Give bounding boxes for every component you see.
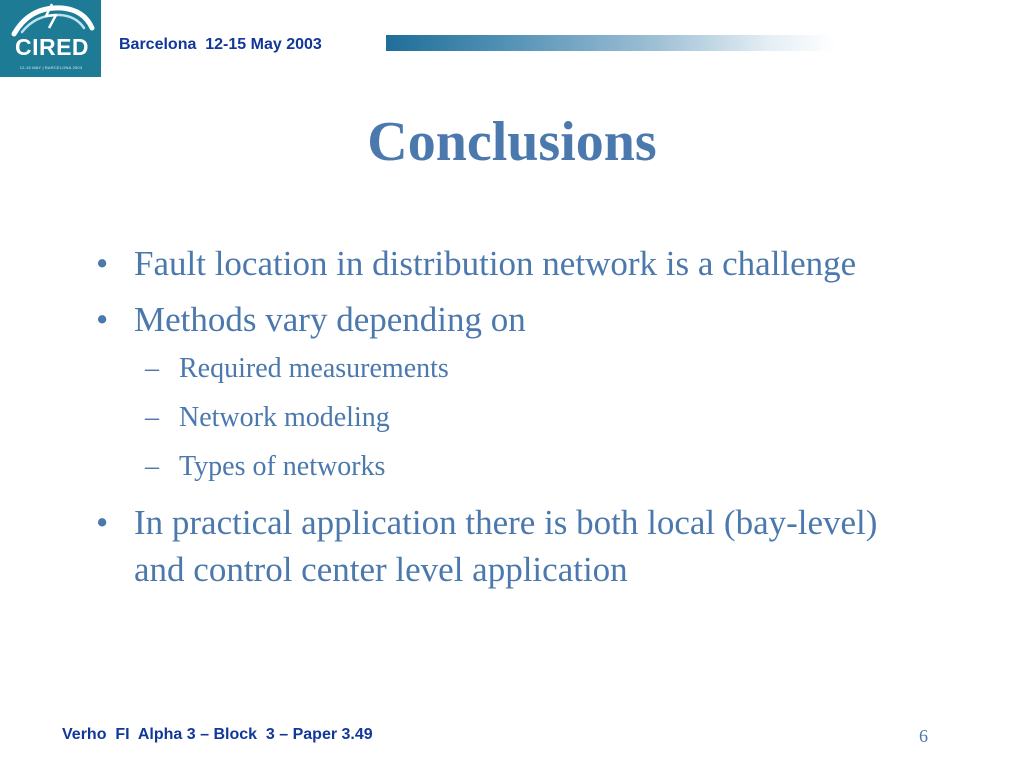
cired-logo xyxy=(0,0,101,77)
bullet-mark: • xyxy=(96,300,109,339)
logo-tagline: 12-15 MAY | BARCELONA 2003 xyxy=(19,65,83,70)
bullet-mark: • xyxy=(96,503,109,542)
bullet-mark: • xyxy=(96,244,109,283)
slide-title: Conclusions xyxy=(367,111,657,173)
bullet-item xyxy=(96,296,936,343)
bullet-item xyxy=(96,499,936,593)
bullet-text: Methods vary depending on xyxy=(134,300,526,339)
sub-item-text: Required measurements xyxy=(179,353,449,384)
logo-wordmark: CIRED xyxy=(14,34,90,60)
sub-item xyxy=(96,401,936,435)
bullet-text: Fault location in distribution network is a challenge xyxy=(134,244,857,283)
sub-item-mark: – xyxy=(145,402,159,433)
sub-item-text: Types of networks xyxy=(179,451,386,482)
header-gradient-bar xyxy=(386,35,836,51)
bullet-text: In practical application there is both local (bay-level) and control center level application xyxy=(134,503,878,589)
event-header: Barcelona 12-15 May 2003 xyxy=(119,36,322,53)
page-number: 6 xyxy=(919,726,928,746)
sub-item xyxy=(96,352,936,386)
sub-item-mark: – xyxy=(145,451,159,482)
slide-body xyxy=(96,240,936,602)
sub-item-mark: – xyxy=(145,353,159,384)
footer-paper-info: Verho FI Alpha 3 – Block 3 – Paper 3.49 xyxy=(62,726,373,743)
bullet-item xyxy=(96,240,936,287)
sub-item xyxy=(96,450,936,484)
sub-item-text: Network modeling xyxy=(179,402,390,433)
